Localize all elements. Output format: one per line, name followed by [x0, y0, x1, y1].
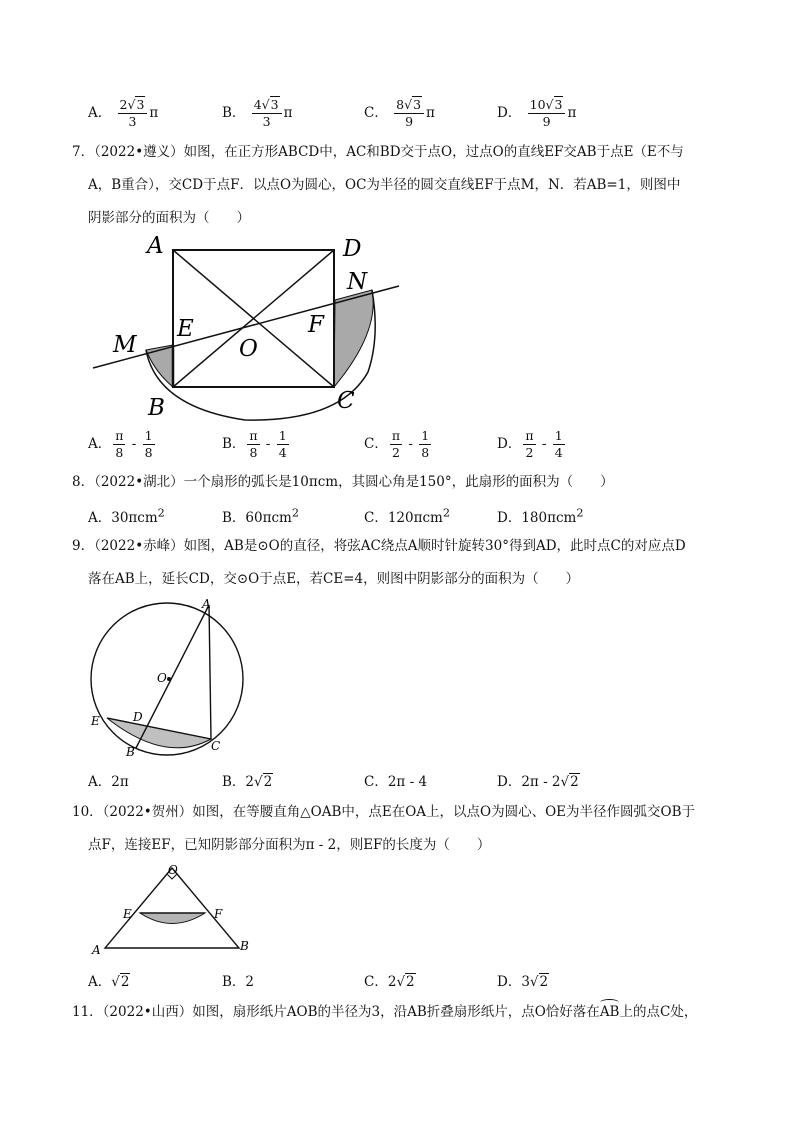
q7-stem: [72, 136, 732, 235]
q9-label-e: E: [91, 714, 100, 728]
q11-arc-ab: AB: [600, 996, 620, 1029]
q7-option-c: C． $\frac{\pi}{2}$ - $\frac{1}{8}$: [364, 428, 430, 460]
q9-chord-ac: [209, 605, 211, 739]
q7-label-a: A: [147, 233, 164, 259]
q7-line-2: A，B重合），交CD于点F．以点O为圆心，OC为半径的圆交直线EF于点M，N．若AB=1，则图中: [88, 177, 681, 193]
q9-option-c: C．2π - 4: [364, 774, 428, 790]
q8-option-a: A．30πcm$^2$: [88, 506, 165, 526]
q11-text-after: 上的点C处，: [619, 1004, 698, 1020]
q7-option-b: B． $\frac{\pi}{8}$ - $\frac{1}{4}$: [222, 428, 287, 460]
q7-label-f: F: [308, 312, 324, 338]
q9-figure: [85, 594, 255, 764]
q10-line-2: 点F，连接EF，已知阴影部分面积为π - 2，则EF的长度为（ ）: [88, 837, 491, 853]
q9-line-1: 9．（2022•赤峰）如图，AB是⊙O的直径，将弦AC绕点A顺时针旋转30°得到AD，此时点C的对应点D: [72, 538, 686, 554]
q11-text-before: 11．（2022•山西）如图，扇形纸片AOB的半径为3，沿AB折叠扇形纸片，点O恰好落在: [72, 1004, 600, 1020]
q11-stem: [72, 996, 752, 1029]
q10-figure: [85, 862, 265, 957]
q10-label-o: O: [168, 863, 178, 877]
q8-option-b: B．60πcm$^2$: [222, 506, 300, 526]
q9-label-o: O: [157, 671, 167, 685]
q7-figure: [85, 232, 415, 422]
q10-label-b: B: [240, 939, 249, 953]
q10-label-f: F: [214, 907, 223, 921]
q7-label-c: C: [337, 388, 355, 414]
q10-label-a: A: [92, 943, 101, 957]
q10-option-c: C．2√2: [364, 974, 415, 990]
q6-option-c: C． $\frac{8√3}{9}$ π: [364, 97, 435, 129]
q10-option-d: D．3√2: [497, 974, 549, 990]
q6-option-b: B． $\frac{4√3}{3}$ π: [222, 97, 293, 129]
q10-label-e: E: [123, 907, 132, 921]
q7-label-n: N: [347, 269, 368, 295]
q8-option-c: C．120πcm$^2$: [364, 506, 451, 526]
q9-shaded-segment: [107, 718, 211, 748]
q9-option-b: B．2√2: [222, 774, 273, 790]
q9-label-a: A: [202, 597, 211, 611]
q9-option-a: A．2π: [88, 774, 129, 790]
q7-label-b: B: [148, 395, 165, 421]
q7-label-d: D: [343, 236, 362, 262]
q7-option-d: D． $\frac{\pi}{2}$ - $\frac{1}{4}$: [497, 428, 563, 460]
q8-stem: 8．（2022•湖北）一个扇形的弧长是10πcm，其圆心角是150°，此扇形的面积为（ ）: [72, 474, 614, 490]
q7-label-m: M: [113, 332, 137, 358]
q9-label-b: B: [126, 745, 135, 759]
q9-stem: [72, 530, 732, 596]
q9-label-d: D: [133, 710, 143, 724]
q10-stem: [72, 796, 732, 862]
q7-option-a: A． $\frac{\pi}{8}$ - $\frac{1}{8}$: [88, 428, 153, 460]
q9-label-c: C: [211, 739, 221, 753]
q8-option-d: D．180πcm$^2$: [497, 506, 584, 526]
q7-line-1: 7．（2022•遵义）如图，在正方形ABCD中，AC和BD交于点O，过点O的直线EF交AB于点E（E不与: [72, 144, 684, 160]
q7-label-e: E: [177, 316, 194, 342]
q10-option-a: A．√2: [88, 974, 130, 990]
q9-line-2: 落在AB上，延长CD，交⊙O于点E，若CE=4，则图中阴影部分的面积为（ ）: [88, 571, 580, 587]
q9-center-dot: [167, 677, 171, 681]
q10-option-b: B．2: [222, 974, 255, 990]
q10-shaded-segment: [140, 913, 205, 924]
q9-option-d: D．2π - 2√2: [497, 774, 579, 790]
q6-option-a: A． $\frac{2√3}{3}$ π: [88, 97, 159, 129]
q10-line-1: 10．（2022•贺州）如图，在等腰直角△OAB中，点E在OA上，以点O为圆心、OE为半径作圆弧交OB于: [72, 804, 696, 820]
q7-label-o: O: [239, 336, 258, 362]
q6-option-d: D． $\frac{10√3}{9}$ π: [497, 97, 577, 129]
q7-line-3: 阴影部分的面积为（ ）: [88, 210, 250, 226]
